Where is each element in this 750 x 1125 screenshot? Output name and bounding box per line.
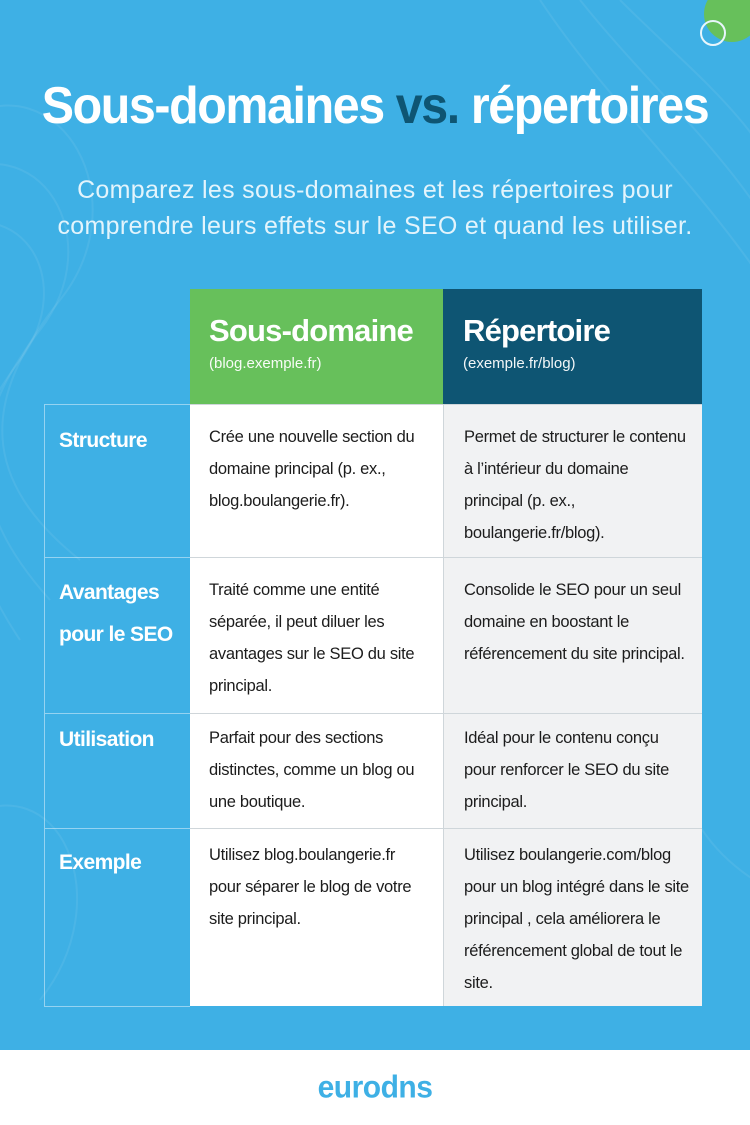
cell-sous-domaine: Utilisez blog.boulangerie.fr pour séparer le blog de votre site principal. — [190, 828, 443, 1006]
page-subtitle: Comparez les sous-domaines et les répertoires pour comprendre leurs effets sur le SEO et quand les utiliser. — [57, 176, 693, 240]
eurodns-logo[interactable]: eurodns — [317, 1069, 433, 1105]
column-example-sous-domaine: (blog.exemple.fr) — [209, 355, 322, 372]
row-label: Utilisation — [44, 713, 190, 828]
row-label: Structure — [44, 404, 190, 557]
cell-sous-domaine: Crée une nouvelle section du domaine principal (p. ex., blog.boulangerie.fr). — [190, 404, 443, 557]
table-row-utilisation — [44, 713, 702, 828]
cell-repertoire: Utilisez boulangerie.com/blog pour un blog intégré dans le site principal , cela améliorera le référencement global de tout le site. — [443, 828, 702, 1006]
corner-ring-decoration — [700, 20, 726, 46]
column-title-repertoire: Répertoire — [463, 313, 611, 348]
footer — [0, 1050, 750, 1125]
cell-repertoire: Permet de structurer le contenu à l’intérieur du domaine principal (p. ex., boulangerie.fr/blog). — [443, 404, 702, 557]
column-header-sous-domaine — [190, 289, 443, 404]
cell-sous-domaine: Parfait pour des sections distinctes, comme un blog ou une boutique. — [190, 713, 443, 828]
title-part1: Sous-domaines — [41, 77, 384, 135]
cell-sous-domaine: Traité comme une entité séparée, il peut diluer les avantages sur le SEO du site principal. — [190, 557, 443, 713]
title-part2: répertoires — [470, 77, 709, 135]
table-row-avantages-seo — [44, 557, 702, 713]
cell-repertoire: Idéal pour le contenu conçu pour renforcer le SEO du site principal. — [443, 713, 702, 828]
table-bottom-border — [44, 1006, 190, 1007]
column-example-repertoire: (exemple.fr/blog) — [463, 355, 576, 372]
title-vs: vs. — [395, 77, 459, 135]
page-title — [26, 76, 724, 136]
column-title-sous-domaine: Sous-domaine — [209, 313, 413, 348]
cell-repertoire: Consolide le SEO pour un seul domaine en boostant le référencement du site principal. — [443, 557, 702, 713]
column-header-repertoire — [443, 289, 702, 404]
table-row-structure — [44, 404, 702, 557]
row-label: Avantages pour le SEO — [44, 557, 190, 713]
row-label: Exemple — [44, 828, 190, 1006]
table-row-exemple — [44, 828, 702, 1006]
